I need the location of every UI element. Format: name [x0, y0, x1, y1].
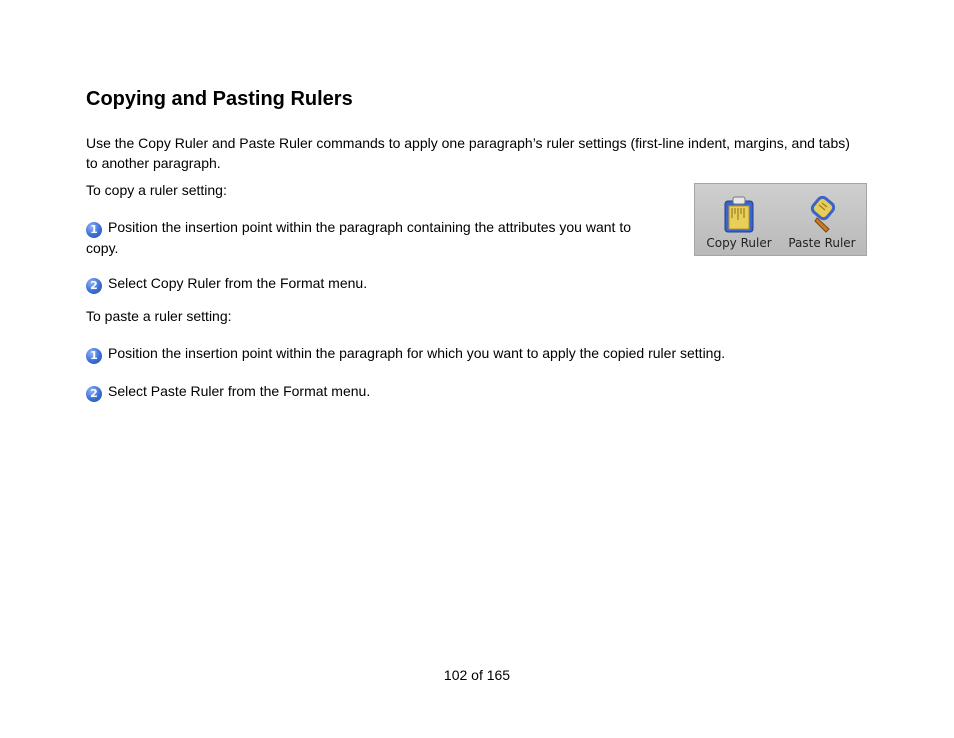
step-number-1-icon: 1	[86, 348, 102, 364]
copy-step-1-text: Position the insertion point within the paragraph containing the attributes you want to copy.	[86, 219, 631, 256]
brush-ruler-icon	[805, 196, 839, 234]
copy-ruler-label: Copy Ruler	[706, 236, 772, 250]
step-number-2-icon: 2	[86, 278, 102, 294]
paste-step-2	[86, 381, 370, 402]
copy-step-2	[86, 273, 367, 294]
clipboard-ruler-icon	[722, 196, 756, 234]
paste-step-1-text: Position the insertion point within the paragraph for which you want to apply the copied ruler setting.	[108, 345, 726, 361]
paste-step-2-text: Select Paste Ruler from the Format menu.	[108, 383, 371, 399]
paste-step-1	[86, 343, 846, 364]
step-number-2-icon: 2	[86, 386, 102, 402]
intro-paragraph: Use the Copy Ruler and Paste Ruler commands to apply one paragraph’s ruler settings (first-line indent, margins, and tabs) to another paragraph.	[86, 135, 850, 171]
paste-ruler-label: Paste Ruler	[788, 236, 856, 250]
copy-lead-text: To copy a ruler setting:	[86, 182, 227, 198]
copy-ruler-button[interactable]	[698, 192, 780, 254]
copy-step-2-text: Select Copy Ruler from the Format menu.	[108, 275, 368, 291]
step-number-1-icon: 1	[86, 222, 102, 238]
page-number: 102 of 165	[443, 667, 511, 683]
paste-ruler-button[interactable]	[781, 192, 863, 254]
paste-lead-text: To paste a ruler setting:	[86, 308, 232, 324]
page-title: Copying and Pasting Rulers	[86, 88, 353, 110]
copy-step-1	[86, 217, 666, 258]
ruler-toolbar-screenshot	[694, 183, 867, 256]
